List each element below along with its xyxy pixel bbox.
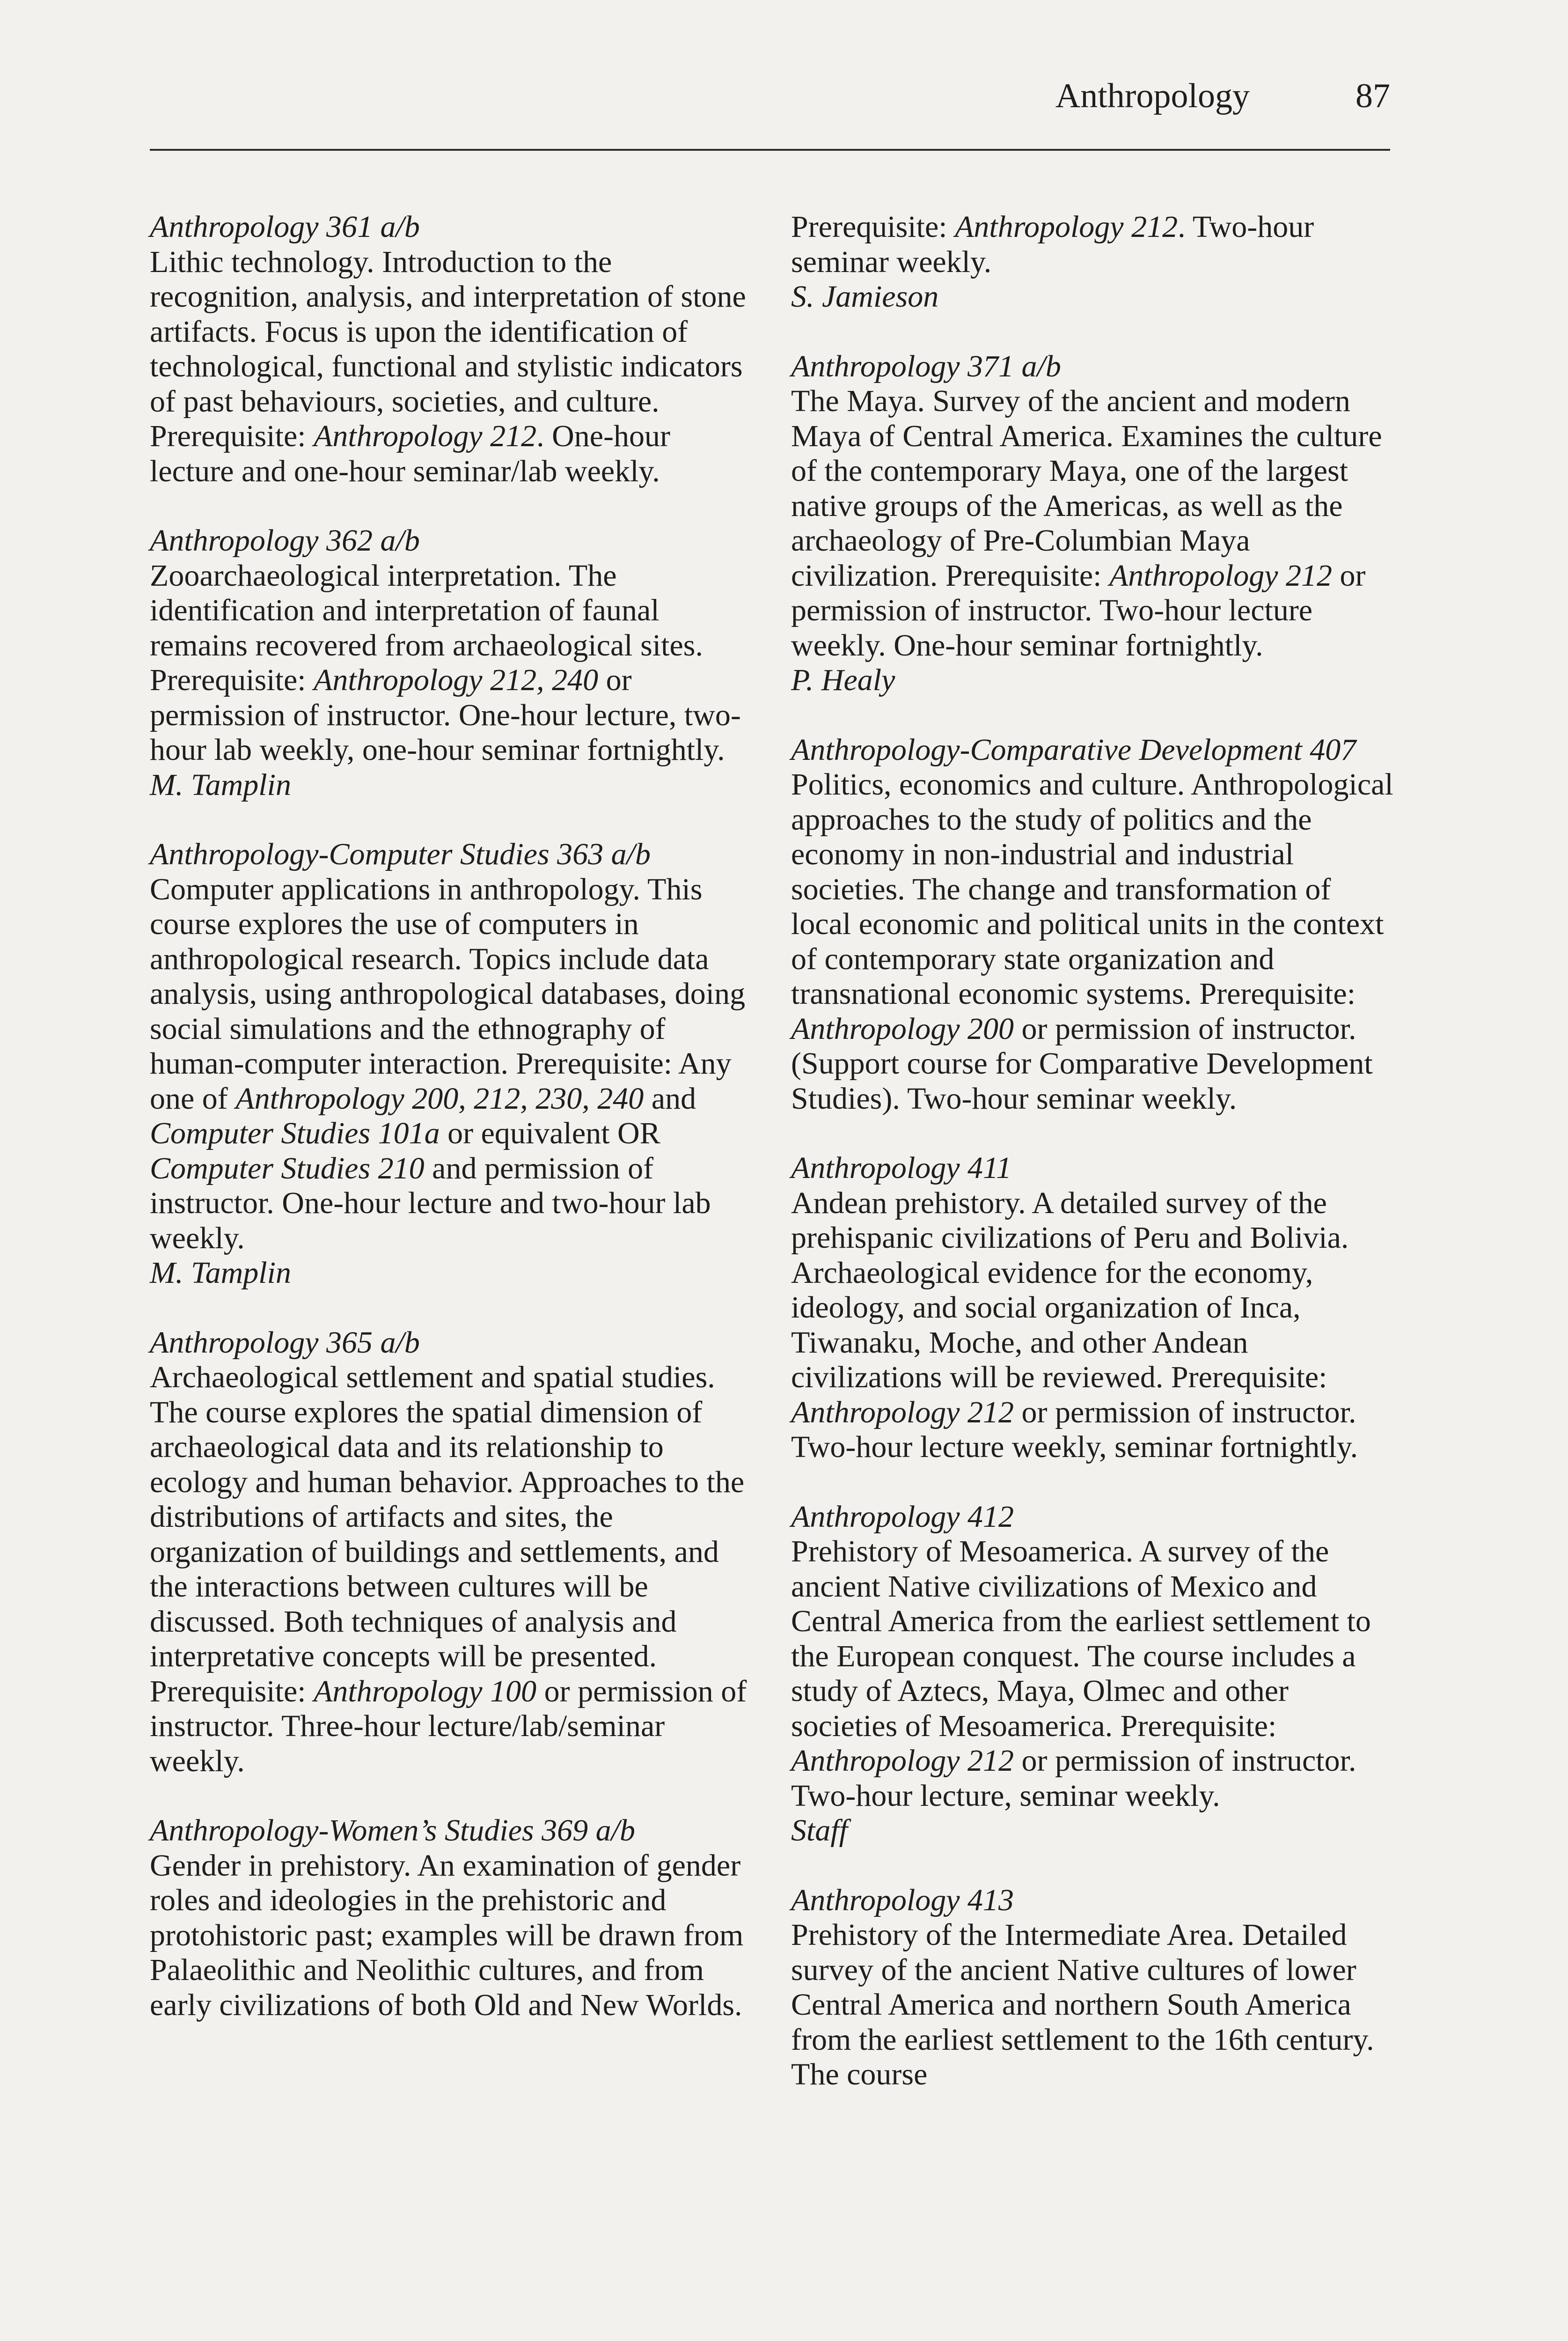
course-description: Computer applications in anthropology. This course explores the use of computers in anthropological research. Topics include data analysis, using anthropological databases, doing social simulations and the ethnography of human-computer interaction. Prerequisite: Any one of Anthropology 200, 212, 230, 240 and Computer Studies 101a or equivalent OR Computer Studies 210 and permission of instructor. One-hour lecture and two-hour lab weekly. [150, 872, 746, 1255]
course-entry [150, 523, 754, 802]
running-head [150, 70, 1390, 122]
prerequisite-course: Anthropology 212 [955, 210, 1178, 244]
section-title: Anthropology [1055, 77, 1250, 115]
course-entry [150, 210, 754, 489]
course-entry [791, 1500, 1395, 1848]
instructor-name: M. Tamplin [150, 1256, 291, 1290]
prerequisite-course: Computer Studies 101a [150, 1116, 440, 1150]
header-rule [150, 149, 1390, 151]
prerequisite-course: Anthropology 100 [314, 1674, 537, 1708]
course-description: Zooarchaeological interpretation. The identification and interpretation of faunal remains recovered from archaeological sites. Prerequisite: Anthropology 212, 240 or permission of instructor. One-hour lecture, two-hour lab weekly, one-hour seminar fortnightly. [150, 558, 741, 767]
course-description: Gender in prehistory. An examination of gender roles and ideologies in the prehistoric and protohistoric past; examples will be drawn from Palaeolithic and Neolithic cultures, and from early civilizations of both Old and New Worlds. [150, 1848, 744, 2022]
prerequisite-course: Anthropology 212 [1109, 558, 1333, 593]
course-description: Prehistory of Mesoamerica. A survey of the ancient Native civilizations of Mexico and Central America from the earliest settlement to the European conquest. The course includes a study of Aztecs, Maya, Olmec and other societies of Mesoamerica. Prerequisite: Anthropology 212 or permission of instructor. Two-hour lecture, seminar weekly. [791, 1534, 1371, 1813]
right-column [791, 210, 1395, 2127]
course-entry [791, 733, 1395, 1117]
course-entry [791, 1151, 1395, 1465]
left-column [150, 210, 754, 2057]
course-entry [150, 837, 754, 1291]
prerequisite-course: Anthropology 212, 240 [314, 663, 599, 697]
prerequisite-course: Computer Studies 210 [150, 1151, 425, 1185]
course-title: Anthropology-Comparative Development 407 [791, 732, 1356, 767]
course-entry [791, 1883, 1395, 2092]
course-description: Andean prehistory. A detailed survey of the prehispanic civilizations of Peru and Bolivia. Archaeological evidence for the economy, ideology, and social organization of Inca, Tiwanaku, Moche, and other Andean civilizations will be reviewed. Prerequisite: Anthropology 212 or permission of instructor. Two-hour lecture weekly, seminar fortnightly. [791, 1185, 1358, 1464]
course-description: Lithic technology. Introduction to the recognition, analysis, and interpretation of stone artifacts. Focus is upon the identification of technological, functional and stylistic indicators of past behaviours, societies, and culture. Prerequisite: Anthropology 212. One-hour lecture and one-hour seminar/lab weekly. [150, 244, 746, 488]
course-title: Anthropology 371 a/b [791, 349, 1061, 383]
course-title: Anthropology 365 a/b [150, 1325, 420, 1360]
course-entry [150, 1813, 754, 2023]
instructor-name: P. Healy [791, 663, 895, 697]
course-entry [150, 1325, 754, 1779]
course-description: Prehistory of the Intermediate Area. Detailed survey of the ancient Native cultures of lower Central America and northern South America from the earliest settlement to the 16th century. The course [791, 1918, 1374, 2091]
course-title: Anthropology-Women’s Studies 369 a/b [150, 1813, 636, 1848]
course-description: Politics, economics and culture. Anthropological approaches to the study of politics and the economy in non-industrial and industrial societies. The change and transformation of local economic and political units in the context of contemporary state organization and transnational economic systems. Prerequisite: Anthropology 200 or permission of instructor. (Support course for Comparative Development Studies). Two-hour seminar weekly. [791, 767, 1393, 1116]
prerequisite-course: Anthropology 200, 212, 230, 240 [235, 1081, 644, 1116]
course-description: Archaeological settlement and spatial studies. The course explores the spatial dimension of archaeological data and its relationship to ecology and human behavior. Approaches to the distributions of artifacts and sites, the organization of buildings and settlements, and the interactions between cultures will be discussed. Both techniques of analysis and interpretative concepts will be presented. Prerequisite: Anthropology 100 or permission of instructor. Three-hour lecture/lab/seminar weekly. [150, 1360, 747, 1778]
instructor-name: S. Jamieson [791, 280, 939, 314]
page-number: 87 [1356, 77, 1390, 115]
instructor-name: Staff [791, 1813, 848, 1848]
course-entry-continued [791, 210, 1395, 315]
prerequisite-course: Anthropology 212 [314, 419, 537, 453]
instructor-name: M. Tamplin [150, 767, 291, 802]
prerequisite-course: Anthropology 212 [791, 1395, 1014, 1429]
course-title: Anthropology 412 [791, 1499, 1014, 1534]
course-description: The Maya. Survey of the ancient and modern Maya of Central America. Examines the culture of the contemporary Maya, one of the largest native groups of the Americas, as well as the archaeology of Pre-Columbian Maya civilization. Prerequisite: Anthropology 212 or permission of instructor. Two-hour lecture weekly. One-hour seminar fortnightly. [791, 384, 1382, 663]
prerequisite-course: Anthropology 212 [791, 1744, 1014, 1778]
prerequisite-course: Anthropology 200 [791, 1011, 1014, 1046]
course-title: Anthropology-Computer Studies 363 a/b [150, 837, 651, 871]
course-entry [791, 349, 1395, 698]
course-title: Anthropology 362 a/b [150, 523, 420, 558]
course-description: Prerequisite: Anthropology 212. Two-hour seminar weekly. [791, 210, 1314, 279]
course-title: Anthropology 411 [791, 1151, 1012, 1185]
course-title: Anthropology 413 [791, 1883, 1014, 1917]
course-title: Anthropology 361 a/b [150, 210, 420, 244]
